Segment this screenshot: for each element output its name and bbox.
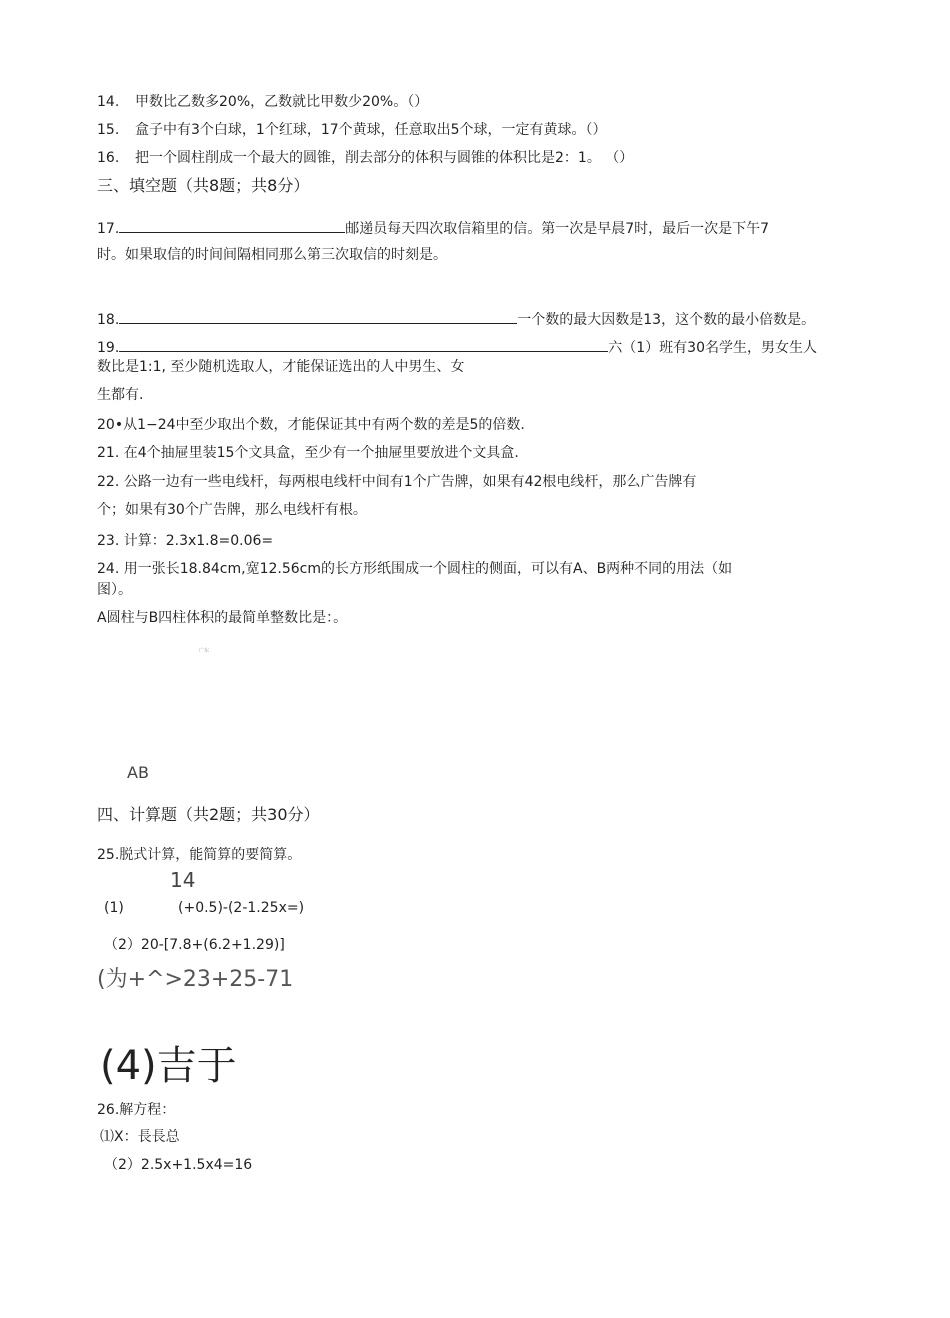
question-number: 14. — [97, 94, 120, 110]
question-21: 21. 在4个抽屉里装15个文具盒，至少有一个抽屉里要放进个文具盒. — [97, 445, 519, 461]
question-24-line-1: 24. 用一张长18.84cm,宽12.56cm的长方形纸围成一个圆柱的侧面，可以有A、B两种不同的用法（如 — [97, 561, 733, 577]
question-16 — [97, 150, 633, 167]
question-25-title: 25.脱式计算，能简算的要简算。 — [97, 847, 302, 863]
question-25-item1-label: (1) — [104, 900, 124, 916]
question-text: 把一个圆柱削成一个最大的圆锥，削去部分的体积与圆锥的体积比是2：1。 （） — [135, 150, 634, 166]
question-26-title: 26.解方程： — [97, 1102, 176, 1118]
question-22-line-1: 22. 公路一边有一些电线杆，每两根电线杆中间有1个广告牌，如果有42根电线杆，那么广告牌有 — [97, 474, 697, 490]
question-number: 15. — [97, 122, 120, 138]
question-number: 18. — [97, 312, 120, 328]
question-17-line-2: 时。如果取信的时间间隔相同那么第三次取信的时刻是。 — [97, 247, 447, 263]
question-25-item2: （2）20-[7.8+(6.2+1.29)] — [104, 937, 285, 953]
question-19-line-2: 数比是1:1, 至少随机选取人，才能保证选出的人中男生、女 — [97, 359, 465, 375]
question-25-item3: (为+^>23+25-71 — [97, 967, 294, 992]
question-17-line-1 — [97, 218, 769, 238]
question-number: 17. — [97, 221, 120, 237]
question-text: 邮递员每天四次取信箱里的信。第一次是早晨7时，最后一次是下午7 — [345, 221, 770, 237]
question-23: 23. 计算：2.3x1.8=0.06= — [97, 533, 274, 549]
question-20: 20•从1−24中至少取出个数，才能保证其中有两个数的差是5的倍数. — [97, 417, 525, 433]
question-24-line-2: 图）。 — [97, 582, 132, 598]
answer-blank — [119, 309, 517, 324]
question-26-item2: （2）2.5x+1.5x4=16 — [104, 1157, 253, 1173]
question-22-line-2: 个；如果有30个广告牌，那么电线杆有根。 — [97, 502, 367, 518]
figure-placeholder-mark: 广东 — [199, 648, 210, 654]
question-text: 六（1）班有30名学生，男女生人 — [608, 340, 817, 356]
question-18 — [97, 309, 815, 329]
answer-blank — [119, 337, 608, 352]
question-19-line-1 — [97, 337, 817, 357]
question-25-item4: (4)吉于 — [100, 1043, 237, 1089]
question-26-item1: ⑴X：長長总 — [100, 1129, 180, 1145]
question-number: 16. — [97, 150, 120, 166]
question-number: 19. — [97, 340, 120, 356]
answer-blank — [119, 218, 345, 233]
question-15 — [97, 122, 607, 139]
question-text: 盒子中有3个白球，1个红球，17个黄球，任意取出5个球，一定有黄球。（） — [135, 122, 607, 138]
question-text: 甲数比乙数多20%，乙数就比甲数少20%。（） — [135, 94, 429, 110]
figure-labels-ab: AB — [127, 763, 149, 782]
question-text: 一个数的最大因数是13，这个数的最小倍数是。 — [517, 312, 816, 328]
question-24-line-3: A圆柱与B四柱体积的最简单整数比是：。 — [97, 610, 348, 626]
question-25-item1-numerator: 14 — [170, 868, 196, 892]
question-19-line-3: 生都有. — [97, 387, 144, 403]
section-heading-fill-in: 三、填空题（共8题；共8分） — [97, 176, 310, 195]
section-heading-calculation: 四、计算题（共2题；共30分） — [97, 805, 320, 824]
question-14 — [97, 94, 428, 111]
question-25-item1-expression: (+0.5)-(2-1.25x=) — [178, 900, 305, 916]
